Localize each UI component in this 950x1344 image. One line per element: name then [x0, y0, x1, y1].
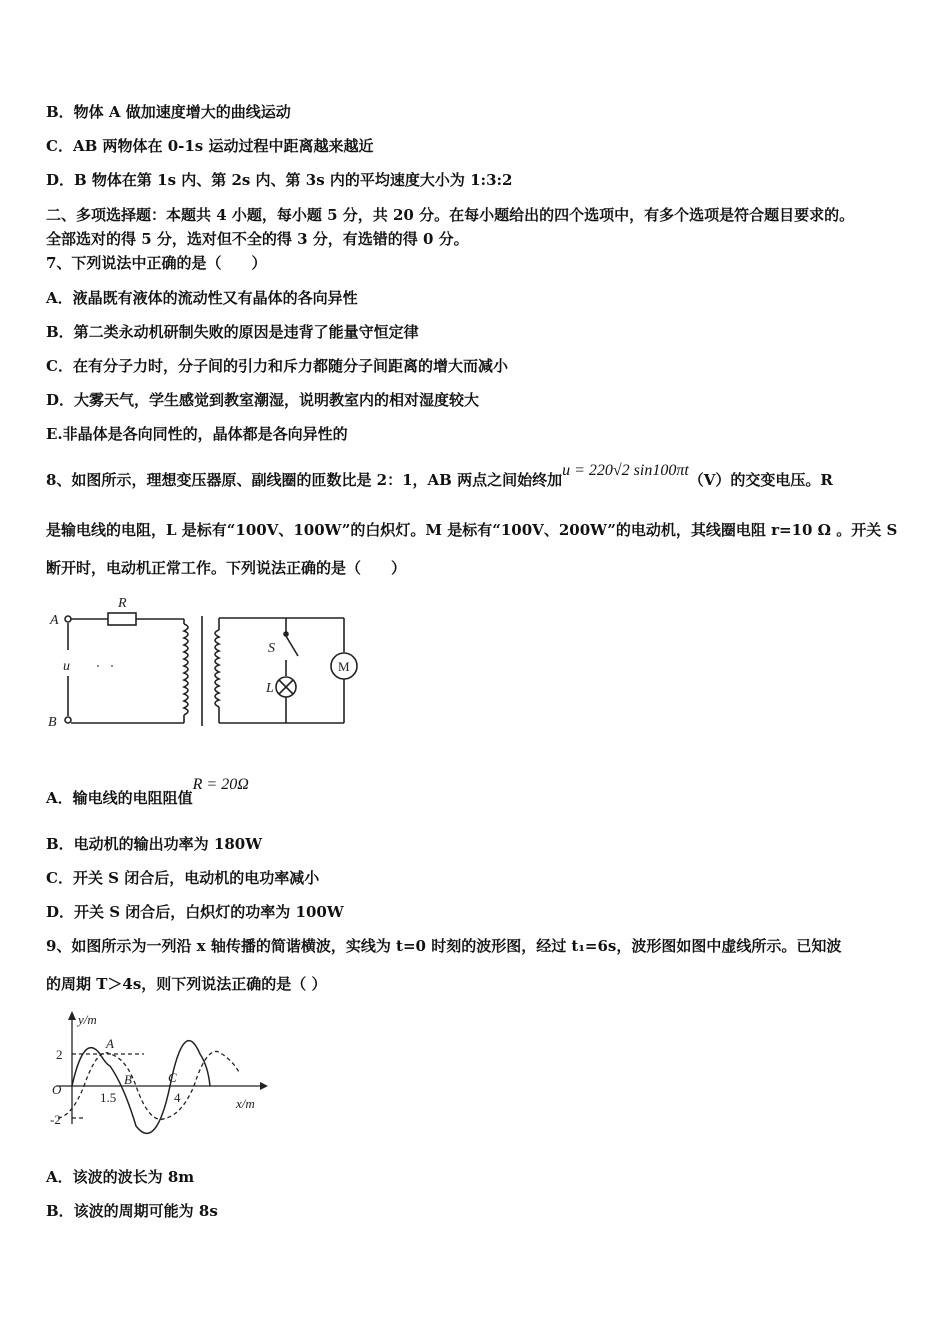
solid-wave-t0	[72, 1041, 210, 1134]
point-c-label: C	[168, 1070, 177, 1085]
q8-stem-part2: （V）的交变电压。R	[688, 471, 833, 489]
q9-stem-line2: 的周期 T＞4s，则下列说法正确的是（ ）	[46, 975, 327, 993]
q7-stem: 7、下列说法中正确的是（ ）	[46, 254, 267, 272]
q8-stem-line2: 是输电线的电阻，L 是标有“100V、100W”的白炽灯。M 是标有“100V、200W”的电动机，其线圈电阻 r=10 Ω 。开关 S	[46, 521, 898, 539]
q9-option-b: B．该波的周期可能为 8s	[46, 1202, 218, 1220]
section2-instruction-line1: 二、多项选择题：本题共 4 小题，每小题 5 分，共 20 分。在每小题给出的四个选项中，有多个选项是符合题目要求的。	[46, 206, 855, 224]
switch-s	[284, 632, 288, 636]
q7-option-b: B．第二类永动机研制失败的原因是违背了能量守恒定律	[46, 323, 419, 341]
q8-option-a-formula: R = 20Ω	[192, 776, 249, 793]
label-l: L	[266, 681, 274, 696]
q7-option-a: A．液晶既有液体的流动性又有晶体的各向异性	[46, 289, 358, 307]
origin-label: O	[52, 1082, 62, 1097]
resistor-r	[108, 613, 136, 625]
q9-stem-line1: 9、如图所示为一列沿 x 轴传播的简谐横波，实线为 t=0 时刻的波形图，经过 t₁=6s，波形图如图中虚线所示。已知波	[46, 937, 842, 955]
q8-voltage-formula: u = 220√2 sin100πt	[562, 462, 689, 479]
q8-stem-part1: 8、如图所示，理想变压器原、副线圈的匝数比是 2：1，AB 两点之间始终加	[46, 471, 563, 489]
label-r: R	[118, 596, 127, 611]
q8-stem-line3: 断开时，电动机正常工作。下列说法正确的是（ ）	[46, 559, 407, 577]
y-axis-label: y/m	[78, 1012, 97, 1027]
q8-option-b: B．电动机的输出功率为 180W	[46, 835, 263, 853]
x-axis-label: x/m	[236, 1096, 255, 1111]
y-tick-2: 2	[56, 1047, 63, 1062]
q6-option-d: D．B 物体在第 1s 内、第 2s 内、第 3s 内的平均速度大小为 1:3:2	[46, 171, 513, 189]
point-a-label: A	[106, 1036, 114, 1051]
q7-option-d: D．大雾天气，学生感觉到教室潮湿，说明教室内的相对湿度较大	[46, 391, 480, 409]
terminal-b	[65, 717, 71, 723]
section2-instruction-line2: 全部选对的得 5 分，选对但不全的得 3 分，有选错的得 0 分。	[46, 230, 469, 248]
point-b-label: B	[124, 1072, 132, 1087]
q8-option-a: A．输电线的电阻阻值R = 20Ω	[46, 776, 249, 807]
x-tick-4: 4	[174, 1090, 181, 1105]
label-m: M	[338, 659, 350, 674]
q8-option-c: C．开关 S 闭合后，电动机的电功率减小	[46, 869, 320, 887]
q6-option-b: B．物体 A 做加速度增大的曲线运动	[46, 103, 291, 121]
x-tick-1-5: 1.5	[100, 1090, 117, 1105]
q8-option-d: D．开关 S 闭合后，白炽灯的功率为 100W	[46, 903, 344, 921]
q8-stem-line1	[46, 462, 833, 491]
transformer-circuit-diagram	[44, 592, 364, 737]
secondary-coil	[215, 630, 219, 707]
label-b: B	[48, 715, 57, 730]
y-tick-neg2: -2	[50, 1112, 61, 1127]
q7-option-c: C．在有分子力时，分子间的引力和斥力都随分子间距离的增大而减小	[46, 357, 508, 375]
q7-option-e: E.非晶体是各向同性的，晶体都是各向异性的	[46, 425, 348, 443]
label-u: u	[63, 659, 70, 674]
primary-coil	[184, 624, 188, 715]
q6-option-c: C．AB 两物体在 0-1s 运动过程中距离越来越近	[46, 137, 374, 155]
wave-graph	[44, 1006, 274, 1136]
label-s: S	[268, 641, 275, 656]
terminal-a	[65, 616, 71, 622]
label-a: A	[50, 613, 59, 628]
q9-option-a: A．该波的波长为 8m	[46, 1168, 195, 1186]
